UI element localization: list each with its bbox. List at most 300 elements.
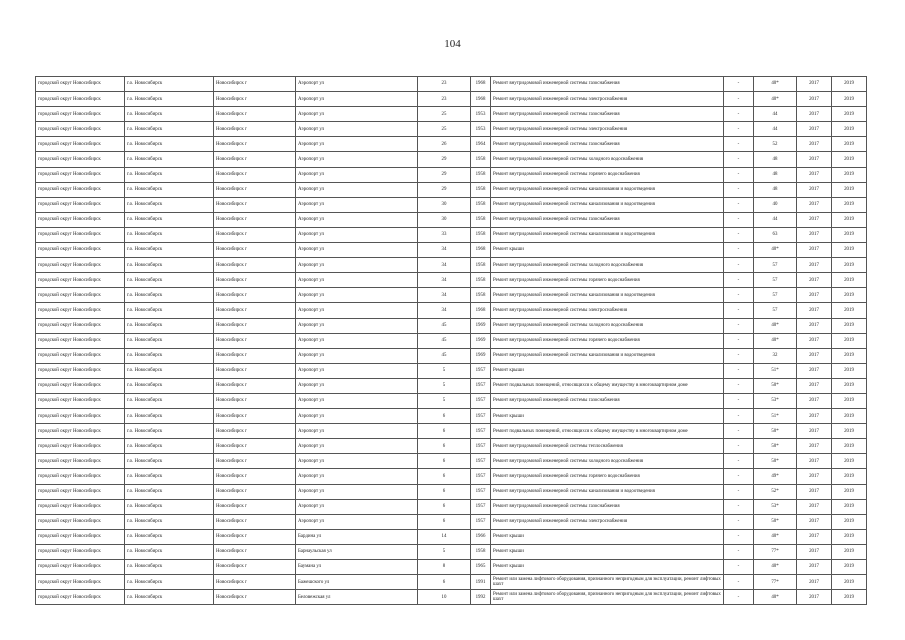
city-cell: Новосибирск г bbox=[214, 590, 296, 605]
street-cell: Аэропорт ул bbox=[296, 318, 418, 333]
house-cell: 5 bbox=[418, 378, 471, 393]
table-row bbox=[36, 348, 867, 363]
value-cell: 51* bbox=[754, 409, 797, 424]
work-type-cell: Ремонт внутридомовой инженерной системы газоснабжения bbox=[491, 393, 724, 408]
house-cell: 6 bbox=[418, 575, 471, 590]
city-cell: Новосибирск г bbox=[214, 258, 296, 273]
work-type-cell: Ремонт внутридомовой инженерной системы газоснабжения bbox=[491, 107, 724, 122]
table-row bbox=[36, 454, 867, 469]
municipality-cell: городской округ Новосибирск bbox=[36, 243, 125, 258]
municipality-cell: городской округ Новосибирск bbox=[36, 333, 125, 348]
municipality-cell: городской округ Новосибирск bbox=[36, 424, 125, 439]
street-cell: Аэропорт ул bbox=[296, 243, 418, 258]
value-cell: 44 bbox=[754, 122, 797, 137]
value-cell: 40* bbox=[754, 243, 797, 258]
municipality-cell: городской округ Новосибирск bbox=[36, 469, 125, 484]
year-cell: 1958 bbox=[471, 544, 491, 559]
work-type-cell: Ремонт внутридомовой инженерной системы холодного водоснабжения bbox=[491, 318, 724, 333]
city-cell: Новосибирск г bbox=[214, 424, 296, 439]
municipality-cell: городской округ Новосибирск bbox=[36, 258, 125, 273]
start-year-cell: 2017 bbox=[797, 514, 832, 529]
value-cell: 40* bbox=[754, 560, 797, 575]
year-cell: 1958 bbox=[471, 212, 491, 227]
municipality-cell: городской округ Новосибирск bbox=[36, 560, 125, 575]
house-cell: 30 bbox=[418, 212, 471, 227]
municipality-cell: городской округ Новосибирск bbox=[36, 77, 125, 92]
street-cell: Аэропорт ул bbox=[296, 424, 418, 439]
start-year-cell: 2017 bbox=[797, 273, 832, 288]
street-cell: Аэропорт ул bbox=[296, 212, 418, 227]
municipality-cell: городской округ Новосибирск bbox=[36, 288, 125, 303]
value-cell: 53* bbox=[754, 393, 797, 408]
value-cell: 50* bbox=[754, 424, 797, 439]
work-type-cell: Ремонт внутридомовой инженерной системы газоснабжения bbox=[491, 499, 724, 514]
end-year-cell: 2019 bbox=[832, 363, 867, 378]
district-cell: г.о. Новосибирск bbox=[125, 318, 214, 333]
house-cell: 34 bbox=[418, 258, 471, 273]
work-type-cell: Ремонт или замена лифтового оборудования, признанного непригодным для эксплуатации, ремонт лифтовых шахт bbox=[491, 590, 724, 605]
street-cell: Аэропорт ул bbox=[296, 348, 418, 363]
district-cell: г.о. Новосибирск bbox=[125, 243, 214, 258]
year-cell: 1957 bbox=[471, 454, 491, 469]
district-cell: г.о. Новосибирск bbox=[125, 575, 214, 590]
year-cell: 1964 bbox=[471, 137, 491, 152]
start-year-cell: 2017 bbox=[797, 182, 832, 197]
street-cell: Аэропорт ул bbox=[296, 288, 418, 303]
dash-cell: - bbox=[724, 197, 754, 212]
end-year-cell: 2019 bbox=[832, 107, 867, 122]
value-cell: 32 bbox=[754, 348, 797, 363]
house-cell: 5 bbox=[418, 393, 471, 408]
table-row bbox=[36, 544, 867, 559]
year-cell: 1957 bbox=[471, 409, 491, 424]
district-cell: г.о. Новосибирск bbox=[125, 560, 214, 575]
street-cell: Аэропорт ул bbox=[296, 469, 418, 484]
table-row bbox=[36, 303, 867, 318]
start-year-cell: 2017 bbox=[797, 348, 832, 363]
year-cell: 1957 bbox=[471, 499, 491, 514]
year-cell: 1957 bbox=[471, 469, 491, 484]
value-cell: 40* bbox=[754, 77, 797, 92]
value-cell: 52 bbox=[754, 137, 797, 152]
district-cell: г.о. Новосибирск bbox=[125, 378, 214, 393]
municipality-cell: городской округ Новосибирск bbox=[36, 303, 125, 318]
dash-cell: - bbox=[724, 484, 754, 499]
work-type-cell: Ремонт подвальных помещений, относящихся к общему имуществу в многоквартирном доме bbox=[491, 424, 724, 439]
end-year-cell: 2019 bbox=[832, 575, 867, 590]
dash-cell: - bbox=[724, 92, 754, 107]
table-row bbox=[36, 243, 867, 258]
house-cell: 8 bbox=[418, 560, 471, 575]
city-cell: Новосибирск г bbox=[214, 182, 296, 197]
work-type-cell: Ремонт крыши bbox=[491, 529, 724, 544]
house-cell: 5 bbox=[418, 544, 471, 559]
house-cell: 6 bbox=[418, 409, 471, 424]
end-year-cell: 2019 bbox=[832, 484, 867, 499]
street-cell: Аэропорт ул bbox=[296, 484, 418, 499]
work-type-cell: Ремонт внутридомовой инженерной системы канализования и водоотведения bbox=[491, 484, 724, 499]
district-cell: г.о. Новосибирск bbox=[125, 258, 214, 273]
end-year-cell: 2019 bbox=[832, 590, 867, 605]
table-row bbox=[36, 77, 867, 92]
district-cell: г.о. Новосибирск bbox=[125, 288, 214, 303]
city-cell: Новосибирск г bbox=[214, 152, 296, 167]
year-cell: 1958 bbox=[471, 182, 491, 197]
municipality-cell: городской округ Новосибирск bbox=[36, 227, 125, 242]
street-cell: Аэропорт ул bbox=[296, 439, 418, 454]
city-cell: Новосибирск г bbox=[214, 318, 296, 333]
end-year-cell: 2019 bbox=[832, 197, 867, 212]
street-cell: Аэропорт ул bbox=[296, 137, 418, 152]
work-type-cell: Ремонт внутридомовой инженерной системы газоснабжения bbox=[491, 77, 724, 92]
value-cell: 40* bbox=[754, 333, 797, 348]
start-year-cell: 2017 bbox=[797, 152, 832, 167]
street-cell: Аэропорт ул bbox=[296, 363, 418, 378]
street-cell: Беловежская ул bbox=[296, 590, 418, 605]
city-cell: Новосибирск г bbox=[214, 393, 296, 408]
end-year-cell: 2019 bbox=[832, 167, 867, 182]
start-year-cell: 2017 bbox=[797, 393, 832, 408]
dash-cell: - bbox=[724, 363, 754, 378]
table-row bbox=[36, 439, 867, 454]
dash-cell: - bbox=[724, 137, 754, 152]
year-cell: 1957 bbox=[471, 363, 491, 378]
year-cell: 1958 bbox=[471, 273, 491, 288]
end-year-cell: 2019 bbox=[832, 303, 867, 318]
street-cell: Аэропорт ул bbox=[296, 152, 418, 167]
district-cell: г.о. Новосибирск bbox=[125, 77, 214, 92]
start-year-cell: 2017 bbox=[797, 288, 832, 303]
start-year-cell: 2017 bbox=[797, 137, 832, 152]
street-cell: Аэропорт ул bbox=[296, 454, 418, 469]
table-row bbox=[36, 333, 867, 348]
end-year-cell: 2019 bbox=[832, 227, 867, 242]
end-year-cell: 2019 bbox=[832, 454, 867, 469]
dash-cell: - bbox=[724, 439, 754, 454]
start-year-cell: 2017 bbox=[797, 378, 832, 393]
city-cell: Новосибирск г bbox=[214, 77, 296, 92]
city-cell: Новосибирск г bbox=[214, 243, 296, 258]
street-cell: Аэропорт ул bbox=[296, 273, 418, 288]
dash-cell: - bbox=[724, 77, 754, 92]
end-year-cell: 2019 bbox=[832, 378, 867, 393]
dash-cell: - bbox=[724, 122, 754, 137]
city-cell: Новосибирск г bbox=[214, 303, 296, 318]
district-cell: г.о. Новосибирск bbox=[125, 454, 214, 469]
work-type-cell: Ремонт внутридомовой инженерной системы холодного водоснабжения bbox=[491, 258, 724, 273]
year-cell: 1957 bbox=[471, 424, 491, 439]
district-cell: г.о. Новосибирск bbox=[125, 122, 214, 137]
municipality-cell: городской округ Новосибирск bbox=[36, 318, 125, 333]
street-cell: Аэропорт ул bbox=[296, 122, 418, 137]
municipality-cell: городской округ Новосибирск bbox=[36, 182, 125, 197]
street-cell: Барнаульская ул bbox=[296, 544, 418, 559]
end-year-cell: 2019 bbox=[832, 122, 867, 137]
work-type-cell: Ремонт внутридомовой инженерной системы горячего водоснабжения bbox=[491, 273, 724, 288]
end-year-cell: 2019 bbox=[832, 258, 867, 273]
dash-cell: - bbox=[724, 318, 754, 333]
district-cell: г.о. Новосибирск bbox=[125, 92, 214, 107]
work-type-cell: Ремонт внутридомовой инженерной системы газоснабжения bbox=[491, 137, 724, 152]
city-cell: Новосибирск г bbox=[214, 137, 296, 152]
start-year-cell: 2017 bbox=[797, 590, 832, 605]
year-cell: 1957 bbox=[471, 514, 491, 529]
district-cell: г.о. Новосибирск bbox=[125, 152, 214, 167]
municipality-cell: городской округ Новосибирск bbox=[36, 137, 125, 152]
end-year-cell: 2019 bbox=[832, 212, 867, 227]
street-cell: Аэропорт ул bbox=[296, 499, 418, 514]
year-cell: 1991 bbox=[471, 575, 491, 590]
dash-cell: - bbox=[724, 590, 754, 605]
dash-cell: - bbox=[724, 107, 754, 122]
table-row bbox=[36, 273, 867, 288]
start-year-cell: 2017 bbox=[797, 363, 832, 378]
work-type-cell: Ремонт внутридомовой инженерной системы канализования и водоотведения bbox=[491, 197, 724, 212]
year-cell: 1968 bbox=[471, 92, 491, 107]
house-cell: 29 bbox=[418, 152, 471, 167]
municipality-cell: городской округ Новосибирск bbox=[36, 363, 125, 378]
value-cell: 57 bbox=[754, 273, 797, 288]
city-cell: Новосибирск г bbox=[214, 212, 296, 227]
district-cell: г.о. Новосибирск bbox=[125, 107, 214, 122]
district-cell: г.о. Новосибирск bbox=[125, 529, 214, 544]
dash-cell: - bbox=[724, 454, 754, 469]
city-cell: Новосибирск г bbox=[214, 167, 296, 182]
dash-cell: - bbox=[724, 575, 754, 590]
work-type-cell: Ремонт внутридомовой инженерной системы электроснабжения bbox=[491, 303, 724, 318]
city-cell: Новосибирск г bbox=[214, 439, 296, 454]
house-cell: 6 bbox=[418, 484, 471, 499]
city-cell: Новосибирск г bbox=[214, 348, 296, 363]
municipality-cell: городской округ Новосибирск bbox=[36, 575, 125, 590]
end-year-cell: 2019 bbox=[832, 348, 867, 363]
municipality-cell: городской округ Новосибирск bbox=[36, 514, 125, 529]
city-cell: Новосибирск г bbox=[214, 92, 296, 107]
table-row bbox=[36, 258, 867, 273]
district-cell: г.о. Новосибирск bbox=[125, 303, 214, 318]
year-cell: 1958 bbox=[471, 167, 491, 182]
page-number: 104 bbox=[444, 38, 461, 50]
table-row bbox=[36, 318, 867, 333]
table-row bbox=[36, 514, 867, 529]
value-cell: 50* bbox=[754, 378, 797, 393]
start-year-cell: 2017 bbox=[797, 243, 832, 258]
start-year-cell: 2017 bbox=[797, 107, 832, 122]
year-cell: 1958 bbox=[471, 288, 491, 303]
value-cell: 57 bbox=[754, 303, 797, 318]
start-year-cell: 2017 bbox=[797, 258, 832, 273]
dash-cell: - bbox=[724, 288, 754, 303]
dash-cell: - bbox=[724, 529, 754, 544]
district-cell: г.о. Новосибирск bbox=[125, 197, 214, 212]
start-year-cell: 2017 bbox=[797, 77, 832, 92]
house-cell: 6 bbox=[418, 454, 471, 469]
city-cell: Новосибирск г bbox=[214, 469, 296, 484]
house-cell: 45 bbox=[418, 333, 471, 348]
end-year-cell: 2019 bbox=[832, 273, 867, 288]
dash-cell: - bbox=[724, 333, 754, 348]
district-cell: г.о. Новосибирск bbox=[125, 514, 214, 529]
street-cell: Аэропорт ул bbox=[296, 303, 418, 318]
register-table bbox=[35, 76, 867, 605]
district-cell: г.о. Новосибирск bbox=[125, 182, 214, 197]
municipality-cell: городской округ Новосибирск bbox=[36, 167, 125, 182]
street-cell: Аэропорт ул bbox=[296, 333, 418, 348]
street-cell: Аэропорт ул bbox=[296, 107, 418, 122]
city-cell: Новосибирск г bbox=[214, 499, 296, 514]
municipality-cell: городской округ Новосибирск bbox=[36, 544, 125, 559]
table-row bbox=[36, 227, 867, 242]
end-year-cell: 2019 bbox=[832, 409, 867, 424]
street-cell: Аэропорт ул bbox=[296, 197, 418, 212]
work-type-cell: Ремонт внутридомовой инженерной системы холодного водоснабжения bbox=[491, 454, 724, 469]
year-cell: 1969 bbox=[471, 333, 491, 348]
work-type-cell: Ремонт внутридомовой инженерной системы канализования и водоотведения bbox=[491, 348, 724, 363]
dash-cell: - bbox=[724, 182, 754, 197]
dash-cell: - bbox=[724, 227, 754, 242]
year-cell: 1969 bbox=[471, 348, 491, 363]
district-cell: г.о. Новосибирск bbox=[125, 409, 214, 424]
value-cell: 49* bbox=[754, 469, 797, 484]
work-type-cell: Ремонт внутридомовой инженерной системы горячего водоснабжения bbox=[491, 167, 724, 182]
house-cell: 26 bbox=[418, 137, 471, 152]
city-cell: Новосибирск г bbox=[214, 575, 296, 590]
year-cell: 1953 bbox=[471, 122, 491, 137]
house-cell: 6 bbox=[418, 499, 471, 514]
work-type-cell: Ремонт внутридомовой инженерной системы канализования и водоотведения bbox=[491, 182, 724, 197]
table-row bbox=[36, 499, 867, 514]
end-year-cell: 2019 bbox=[832, 92, 867, 107]
year-cell: 1957 bbox=[471, 439, 491, 454]
district-cell: г.о. Новосибирск bbox=[125, 227, 214, 242]
house-cell: 29 bbox=[418, 167, 471, 182]
year-cell: 1992 bbox=[471, 590, 491, 605]
table-row bbox=[36, 409, 867, 424]
value-cell: 48 bbox=[754, 182, 797, 197]
work-type-cell: Ремонт крыши bbox=[491, 409, 724, 424]
start-year-cell: 2017 bbox=[797, 484, 832, 499]
street-cell: Аэропорт ул bbox=[296, 378, 418, 393]
start-year-cell: 2017 bbox=[797, 227, 832, 242]
city-cell: Новосибирск г bbox=[214, 363, 296, 378]
district-cell: г.о. Новосибирск bbox=[125, 544, 214, 559]
value-cell: 57 bbox=[754, 288, 797, 303]
dash-cell: - bbox=[724, 212, 754, 227]
house-cell: 33 bbox=[418, 227, 471, 242]
street-cell: Бауманa ул bbox=[296, 560, 418, 575]
table-row bbox=[36, 107, 867, 122]
dash-cell: - bbox=[724, 243, 754, 258]
dash-cell: - bbox=[724, 258, 754, 273]
dash-cell: - bbox=[724, 514, 754, 529]
dash-cell: - bbox=[724, 560, 754, 575]
end-year-cell: 2019 bbox=[832, 137, 867, 152]
table-row bbox=[36, 590, 867, 605]
value-cell: 77* bbox=[754, 544, 797, 559]
street-cell: Аэропорт ул bbox=[296, 167, 418, 182]
table-row bbox=[36, 288, 867, 303]
value-cell: 48 bbox=[754, 152, 797, 167]
start-year-cell: 2017 bbox=[797, 333, 832, 348]
city-cell: Новосибирск г bbox=[214, 333, 296, 348]
district-cell: г.о. Новосибирск bbox=[125, 137, 214, 152]
dash-cell: - bbox=[724, 544, 754, 559]
table-row bbox=[36, 529, 867, 544]
end-year-cell: 2019 bbox=[832, 77, 867, 92]
end-year-cell: 2019 bbox=[832, 514, 867, 529]
district-cell: г.о. Новосибирск bbox=[125, 484, 214, 499]
start-year-cell: 2017 bbox=[797, 439, 832, 454]
year-cell: 1968 bbox=[471, 303, 491, 318]
house-cell: 34 bbox=[418, 273, 471, 288]
end-year-cell: 2019 bbox=[832, 288, 867, 303]
year-cell: 1953 bbox=[471, 107, 491, 122]
dash-cell: - bbox=[724, 424, 754, 439]
street-cell: Аэропорт ул bbox=[296, 258, 418, 273]
municipality-cell: городской округ Новосибирск bbox=[36, 273, 125, 288]
end-year-cell: 2019 bbox=[832, 560, 867, 575]
house-cell: 34 bbox=[418, 288, 471, 303]
table-row bbox=[36, 137, 867, 152]
year-cell: 1957 bbox=[471, 484, 491, 499]
table-row bbox=[36, 378, 867, 393]
district-cell: г.о. Новосибирск bbox=[125, 424, 214, 439]
value-cell: 50* bbox=[754, 454, 797, 469]
work-type-cell: Ремонт внутридомовой инженерной системы электроснабжения bbox=[491, 92, 724, 107]
district-cell: г.о. Новосибирск bbox=[125, 212, 214, 227]
municipality-cell: городской округ Новосибирск bbox=[36, 590, 125, 605]
year-cell: 1958 bbox=[471, 152, 491, 167]
table-row bbox=[36, 182, 867, 197]
city-cell: Новосибирск г bbox=[214, 107, 296, 122]
city-cell: Новосибирск г bbox=[214, 560, 296, 575]
street-cell: Бажешского ул bbox=[296, 575, 418, 590]
work-type-cell: Ремонт внутридомовой инженерной системы канализования и водоотведения bbox=[491, 288, 724, 303]
house-cell: 23 bbox=[418, 92, 471, 107]
value-cell: 48 bbox=[754, 167, 797, 182]
end-year-cell: 2019 bbox=[832, 529, 867, 544]
work-type-cell: Ремонт внутридомовой инженерной системы газоснабжения bbox=[491, 212, 724, 227]
work-type-cell: Ремонт крыши bbox=[491, 363, 724, 378]
work-type-cell: Ремонт внутридомовой инженерной системы горячего водоснабжения bbox=[491, 333, 724, 348]
city-cell: Новосибирск г bbox=[214, 227, 296, 242]
year-cell: 1958 bbox=[471, 258, 491, 273]
city-cell: Новосибирск г bbox=[214, 273, 296, 288]
work-type-cell: Ремонт подвальных помещений, относящихся к общему имуществу в многоквартирном доме bbox=[491, 378, 724, 393]
value-cell: 52* bbox=[754, 484, 797, 499]
work-type-cell: Ремонт внутридомовой инженерной системы теплоснабжения bbox=[491, 439, 724, 454]
house-cell: 34 bbox=[418, 303, 471, 318]
house-cell: 25 bbox=[418, 107, 471, 122]
district-cell: г.о. Новосибирск bbox=[125, 499, 214, 514]
district-cell: г.о. Новосибирск bbox=[125, 167, 214, 182]
city-cell: Новосибирск г bbox=[214, 544, 296, 559]
table-body bbox=[36, 77, 867, 605]
year-cell: 1957 bbox=[471, 393, 491, 408]
table-row bbox=[36, 363, 867, 378]
start-year-cell: 2017 bbox=[797, 529, 832, 544]
start-year-cell: 2017 bbox=[797, 454, 832, 469]
street-cell: Аэропорт ул bbox=[296, 514, 418, 529]
dash-cell: - bbox=[724, 499, 754, 514]
year-cell: 1957 bbox=[471, 378, 491, 393]
house-cell: 34 bbox=[418, 243, 471, 258]
dash-cell: - bbox=[724, 378, 754, 393]
city-cell: Новосибирск г bbox=[214, 288, 296, 303]
end-year-cell: 2019 bbox=[832, 152, 867, 167]
year-cell: 1966 bbox=[471, 529, 491, 544]
value-cell: 50* bbox=[754, 439, 797, 454]
